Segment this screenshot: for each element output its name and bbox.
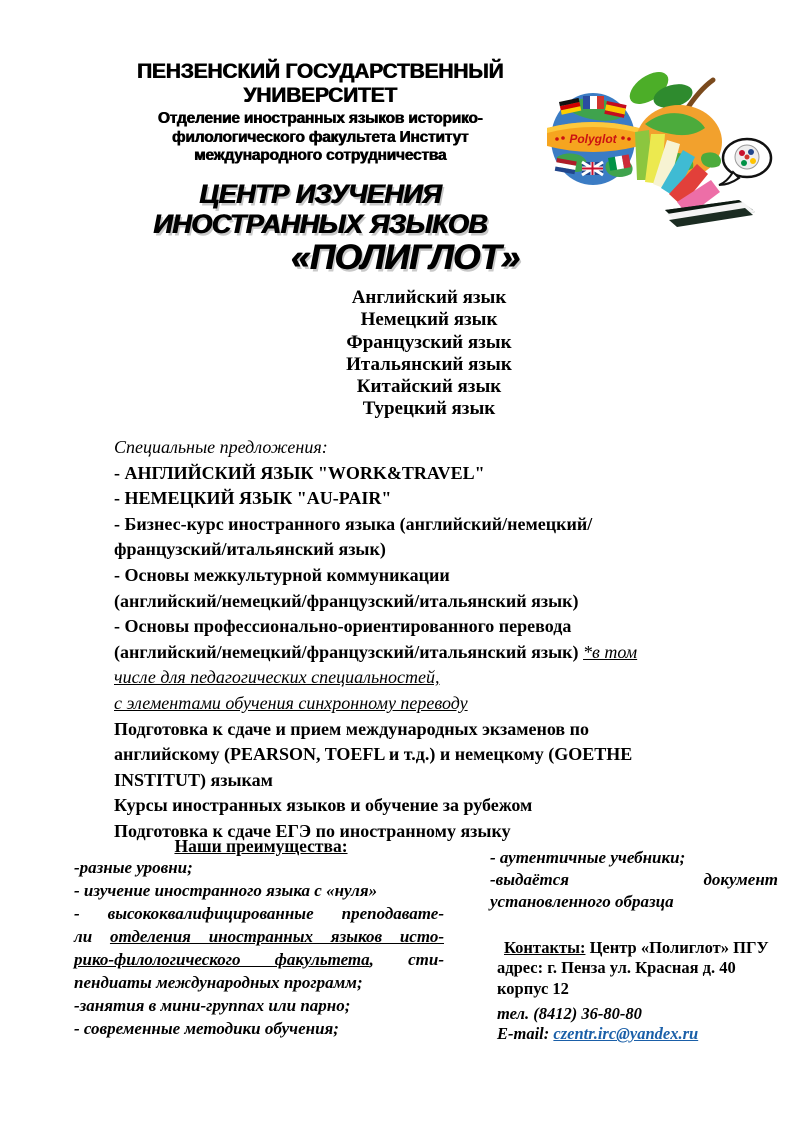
offer-note-line: с элементами обучения синхронному переводу	[114, 692, 468, 713]
email-link[interactable]: czentr.irc@yandex.ru	[553, 1024, 699, 1044]
advantage-item: - современные методики обучения;	[74, 1019, 339, 1038]
offer-line: английскому (PEARSON, TOEFL и т.д.) и немецкому (GOETHE	[114, 744, 633, 765]
offer-line: Подготовка к сдаче и прием международных экзаменов по	[114, 718, 590, 739]
language-item: Немецкий язык	[360, 309, 498, 331]
language-item: Итальянский язык	[346, 353, 512, 375]
offer-line-mixed	[114, 640, 714, 666]
offer-line: - Основы профессионально-ориентированного перевода	[114, 616, 572, 637]
department-line2: филологического факультета Институт	[171, 128, 469, 146]
center-title	[65, 179, 575, 277]
languages-list	[118, 287, 740, 421]
apple-globe-icon	[624, 66, 771, 227]
language-item: Китайский язык	[356, 376, 502, 398]
speech-bubble-icon	[719, 139, 771, 185]
offer-line: Подготовка к сдаче ЕГЭ по иностранному языку	[114, 820, 511, 841]
email-label: E-mail:	[497, 1024, 554, 1044]
contacts-phone: тел. (8412) 36-80-80	[497, 1003, 642, 1023]
center-title-polyglot: «ПОЛИГЛОТ»	[290, 237, 520, 277]
book-icon	[665, 200, 755, 227]
advantage-item: рико-филологического факультета, сти-	[74, 950, 444, 969]
university-name-line2: УНИВЕРСИТЕТ	[243, 84, 397, 107]
polyglot-logo	[545, 62, 775, 242]
advantages-title: Наши преимущества:	[174, 836, 348, 856]
center-title-line2: ИНОСТРАННЫХ ЯЗЫКОВ	[153, 208, 487, 239]
offer-line-note-part: *в том	[583, 641, 638, 662]
language-item: Английский язык	[351, 287, 507, 308]
offer-line-bold-part: (английский/немецкий/французский/итальянский язык)	[114, 641, 584, 662]
university-name-line1: ПЕНЗЕНСКИЙ ГОСУДАРСТВЕННЫЙ	[136, 60, 504, 83]
underlined-text: отделения иностранных языков исто-	[109, 927, 444, 946]
logo-band-text: Polyglot	[569, 132, 617, 146]
advantages-right-column	[490, 847, 778, 913]
contacts-label: Контакты:	[504, 938, 586, 957]
offer-line: Курсы иностранных языков и обучение за рубежом	[114, 795, 533, 816]
contacts-section	[497, 938, 797, 1044]
offer-line: - АНГЛИЙСКИЙ ЯЗЫК "WORK&TRAVEL"	[114, 462, 485, 483]
contacts-address-line1: адрес: г. Пенза ул. Красная д. 40	[497, 958, 736, 978]
polyglot-logo-graphic	[545, 62, 775, 242]
language-item: Турецкий язык	[362, 398, 496, 420]
department-line1: Отделение иностранных языков историко-	[157, 110, 483, 127]
advantage-item: -занятия в мини-группах или парно;	[74, 996, 351, 1015]
advantages-left-column	[74, 856, 444, 1040]
offer-line: - Бизнес-курс иностранного языка (английский/немецкий/	[114, 513, 593, 534]
language-item: Французский язык	[346, 331, 512, 353]
advantage-item: пендиаты международных программ;	[74, 973, 363, 992]
special-offers-section	[114, 435, 714, 845]
offer-line: французский/итальянский язык)	[114, 539, 386, 560]
globe-with-flags-icon	[547, 93, 639, 185]
advantage-item: - аутентичные учебники;	[490, 848, 686, 867]
contacts-center-name: Центр «Полиглот» ПГУ	[585, 938, 769, 957]
offer-line: - Основы межкультурной коммуникации	[114, 564, 450, 585]
header-block	[65, 60, 575, 277]
center-title-line1: ЦЕНТР ИЗУЧЕНИЯ	[199, 178, 441, 209]
advantage-item: - высококвалифицированные преподавате-	[74, 904, 444, 923]
offer-note-line: числе для педагогических специальностей,	[114, 667, 440, 688]
advantage-item: -разные уровни;	[74, 858, 193, 877]
offer-line: (английский/немецкий/французский/итальянский язык)	[114, 590, 579, 611]
advantage-item: установленного образца	[490, 892, 674, 911]
contacts-line	[497, 938, 797, 958]
advantage-item: -выдаётся документ	[490, 870, 778, 889]
department-block	[65, 110, 575, 166]
offer-line: INSTITUT) языкам	[114, 769, 273, 790]
department-line3: международного сотрудничества	[193, 147, 447, 164]
contacts-email-line	[497, 1024, 797, 1044]
underlined-text: рико-филологического факультета	[74, 950, 370, 969]
advantage-item: ли отделения иностранных языков исто-	[74, 927, 444, 946]
offer-line: - НЕМЕЦКИЙ ЯЗЫК "AU-PAIR"	[114, 488, 392, 509]
advantage-item: - изучение иностранного языка с «нуля»	[74, 881, 378, 900]
contacts-address-line2: корпус 12	[497, 978, 569, 998]
offers-title: Специальные предложения:	[114, 437, 328, 457]
